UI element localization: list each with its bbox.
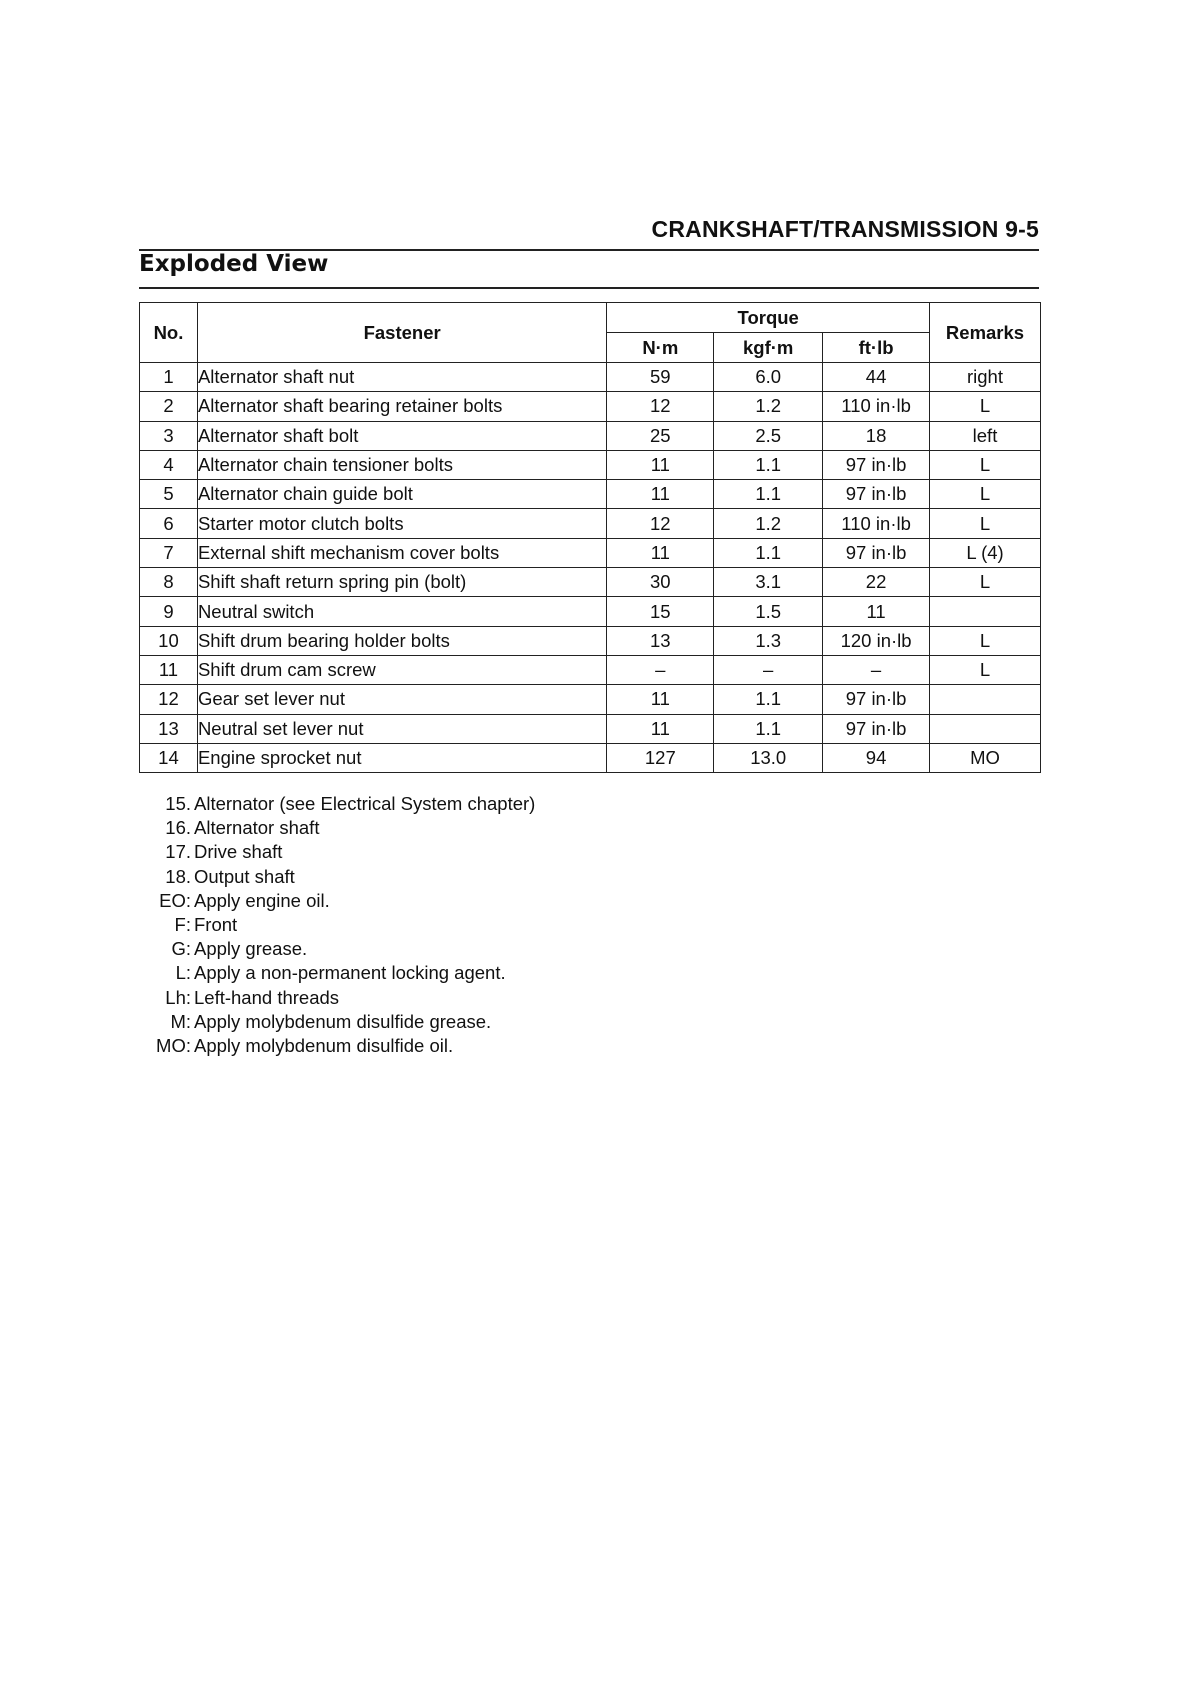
cell-ftlb: 11: [823, 597, 930, 626]
header-torque: Torque: [607, 303, 930, 333]
header-ftlb: ft·lb: [823, 333, 930, 363]
cell-fastener: Alternator chain tensioner bolts: [197, 450, 606, 479]
table-body: [140, 363, 1041, 773]
cell-nm: 30: [607, 568, 714, 597]
cell-fastener: Shift shaft return spring pin (bolt): [197, 568, 606, 597]
cell-nm: 12: [607, 392, 714, 421]
cell-fastener: Starter motor clutch bolts: [197, 509, 606, 538]
cell-remarks: [930, 714, 1041, 743]
legend-item: [139, 816, 535, 840]
legend-item: [139, 913, 535, 937]
cell-kgfm: 1.1: [714, 450, 823, 479]
legend-text: Apply molybdenum disulfide grease.: [194, 1010, 492, 1032]
table-row: [140, 363, 1041, 392]
cell-remarks: right: [930, 363, 1041, 392]
cell-ftlb: 97 in·lb: [823, 450, 930, 479]
table-row: [140, 480, 1041, 509]
table-row: [140, 597, 1041, 626]
cell-ftlb: 22: [823, 568, 930, 597]
cell-fastener: Alternator shaft nut: [197, 363, 606, 392]
cell-nm: 25: [607, 421, 714, 450]
header-no: No.: [140, 303, 198, 363]
cell-ftlb: 97 in·lb: [823, 685, 930, 714]
legend-text: Apply engine oil.: [194, 889, 330, 911]
cell-no: 6: [140, 509, 198, 538]
legend-item: [139, 889, 535, 913]
page-title: CRANKSHAFT/TRANSMISSION 9-5: [651, 216, 1039, 242]
cell-fastener: External shift mechanism cover bolts: [197, 538, 606, 567]
cell-ftlb: 110 in·lb: [823, 509, 930, 538]
legend-notes: [139, 792, 535, 1058]
legend-item: [139, 792, 535, 816]
table-row: [140, 450, 1041, 479]
cell-nm: 15: [607, 597, 714, 626]
cell-no: 5: [140, 480, 198, 509]
legend-text: Left-hand threads: [194, 986, 340, 1008]
legend-key: 15.: [165, 793, 191, 814]
cell-fastener: Alternator shaft bearing retainer bolts: [197, 392, 606, 421]
table-row: [140, 714, 1041, 743]
cell-no: 8: [140, 568, 198, 597]
cell-ftlb: 94: [823, 743, 930, 772]
legend-item: [139, 986, 535, 1010]
cell-remarks: [930, 597, 1041, 626]
cell-ftlb: 110 in·lb: [823, 392, 930, 421]
cell-kgfm: 1.5: [714, 597, 823, 626]
cell-no: 12: [140, 685, 198, 714]
legend-key: M:: [170, 1010, 191, 1032]
cell-remarks: L: [930, 392, 1041, 421]
cell-remarks: L: [930, 509, 1041, 538]
table-row: [140, 509, 1041, 538]
cell-no: 1: [140, 363, 198, 392]
cell-nm: 11: [607, 714, 714, 743]
legend-item: [139, 865, 535, 889]
legend-item: [139, 1010, 535, 1034]
cell-fastener: Shift drum cam screw: [197, 655, 606, 684]
cell-remarks: MO: [930, 743, 1041, 772]
cell-remarks: [930, 685, 1041, 714]
cell-kgfm: –: [714, 655, 823, 684]
legend-key: 18.: [165, 865, 191, 887]
section-title: Exploded View: [139, 251, 329, 277]
cell-kgfm: 1.2: [714, 392, 823, 421]
cell-kgfm: 1.1: [714, 480, 823, 509]
cell-kgfm: 1.1: [714, 714, 823, 743]
legend-key: F:: [174, 914, 191, 936]
cell-kgfm: 1.1: [714, 685, 823, 714]
legend-text: Alternator shaft: [194, 817, 320, 839]
cell-nm: –: [607, 655, 714, 684]
cell-remarks: L (4): [930, 538, 1041, 567]
cell-no: 14: [140, 743, 198, 772]
legend-item: [139, 840, 535, 864]
cell-remarks: left: [930, 421, 1041, 450]
legend-key: MO:: [156, 1035, 191, 1057]
cell-ftlb: –: [823, 655, 930, 684]
legend-item: [139, 1034, 535, 1058]
cell-kgfm: 1.1: [714, 538, 823, 567]
table-row: [140, 626, 1041, 655]
cell-no: 7: [140, 538, 198, 567]
cell-fastener: Gear set lever nut: [197, 685, 606, 714]
cell-remarks: L: [930, 626, 1041, 655]
table-row: [140, 421, 1041, 450]
cell-kgfm: 3.1: [714, 568, 823, 597]
cell-kgfm: 2.5: [714, 421, 823, 450]
legend-text: Apply grease.: [194, 938, 308, 960]
cell-fastener: Neutral set lever nut: [197, 714, 606, 743]
cell-nm: 59: [607, 363, 714, 392]
cell-kgfm: 13.0: [714, 743, 823, 772]
cell-ftlb: 97 in·lb: [823, 538, 930, 567]
cell-ftlb: 120 in·lb: [823, 626, 930, 655]
legend-key: 17.: [165, 841, 191, 863]
cell-nm: 11: [607, 450, 714, 479]
legend-key: Lh:: [165, 986, 191, 1008]
cell-remarks: L: [930, 568, 1041, 597]
torque-table: [139, 302, 1041, 773]
table-row: [140, 685, 1041, 714]
legend-text: Apply molybdenum disulfide oil.: [194, 1035, 454, 1057]
cell-nm: 11: [607, 538, 714, 567]
cell-no: 2: [140, 392, 198, 421]
header-fastener: Fastener: [197, 303, 606, 363]
cell-fastener: Neutral switch: [197, 597, 606, 626]
cell-nm: 13: [607, 626, 714, 655]
legend-item: [139, 937, 535, 961]
cell-no: 3: [140, 421, 198, 450]
cell-fastener: Engine sprocket nut: [197, 743, 606, 772]
legend-text: Output shaft: [194, 865, 295, 887]
table-row: [140, 392, 1041, 421]
cell-no: 13: [140, 714, 198, 743]
legend-key: L:: [175, 962, 191, 984]
cell-no: 10: [140, 626, 198, 655]
cell-fastener: Shift drum bearing holder bolts: [197, 626, 606, 655]
cell-kgfm: 6.0: [714, 363, 823, 392]
cell-no: 9: [140, 597, 198, 626]
cell-remarks: L: [930, 450, 1041, 479]
table-row: [140, 568, 1041, 597]
cell-fastener: Alternator chain guide bolt: [197, 480, 606, 509]
cell-nm: 127: [607, 743, 714, 772]
cell-ftlb: 44: [823, 363, 930, 392]
cell-no: 11: [140, 655, 198, 684]
page-header: [139, 206, 1039, 251]
legend-text: Drive shaft: [194, 841, 283, 863]
cell-ftlb: 18: [823, 421, 930, 450]
legend-item: [139, 961, 535, 985]
cell-ftlb: 97 in·lb: [823, 480, 930, 509]
cell-kgfm: 1.2: [714, 509, 823, 538]
cell-no: 4: [140, 450, 198, 479]
section-rule: [139, 287, 1039, 289]
header-remarks: Remarks: [930, 303, 1041, 363]
cell-remarks: L: [930, 655, 1041, 684]
legend-text: Apply a non-permanent locking agent.: [194, 962, 506, 984]
legend-text: Alternator (see Electrical System chapter): [194, 793, 536, 814]
header-nm: N·m: [607, 333, 714, 363]
legend-text: Front: [194, 914, 238, 936]
legend-key: 16.: [165, 817, 191, 839]
cell-ftlb: 97 in·lb: [823, 714, 930, 743]
table-row: [140, 655, 1041, 684]
cell-nm: 11: [607, 685, 714, 714]
cell-fastener: Alternator shaft bolt: [197, 421, 606, 450]
legend-key: G:: [171, 938, 191, 960]
cell-kgfm: 1.3: [714, 626, 823, 655]
header-kgfm: kgf·m: [714, 333, 823, 363]
table-row: [140, 743, 1041, 772]
cell-nm: 12: [607, 509, 714, 538]
table-header-row: [140, 303, 1041, 333]
legend-key: EO:: [159, 889, 191, 911]
cell-nm: 11: [607, 480, 714, 509]
table-row: [140, 538, 1041, 567]
cell-remarks: L: [930, 480, 1041, 509]
